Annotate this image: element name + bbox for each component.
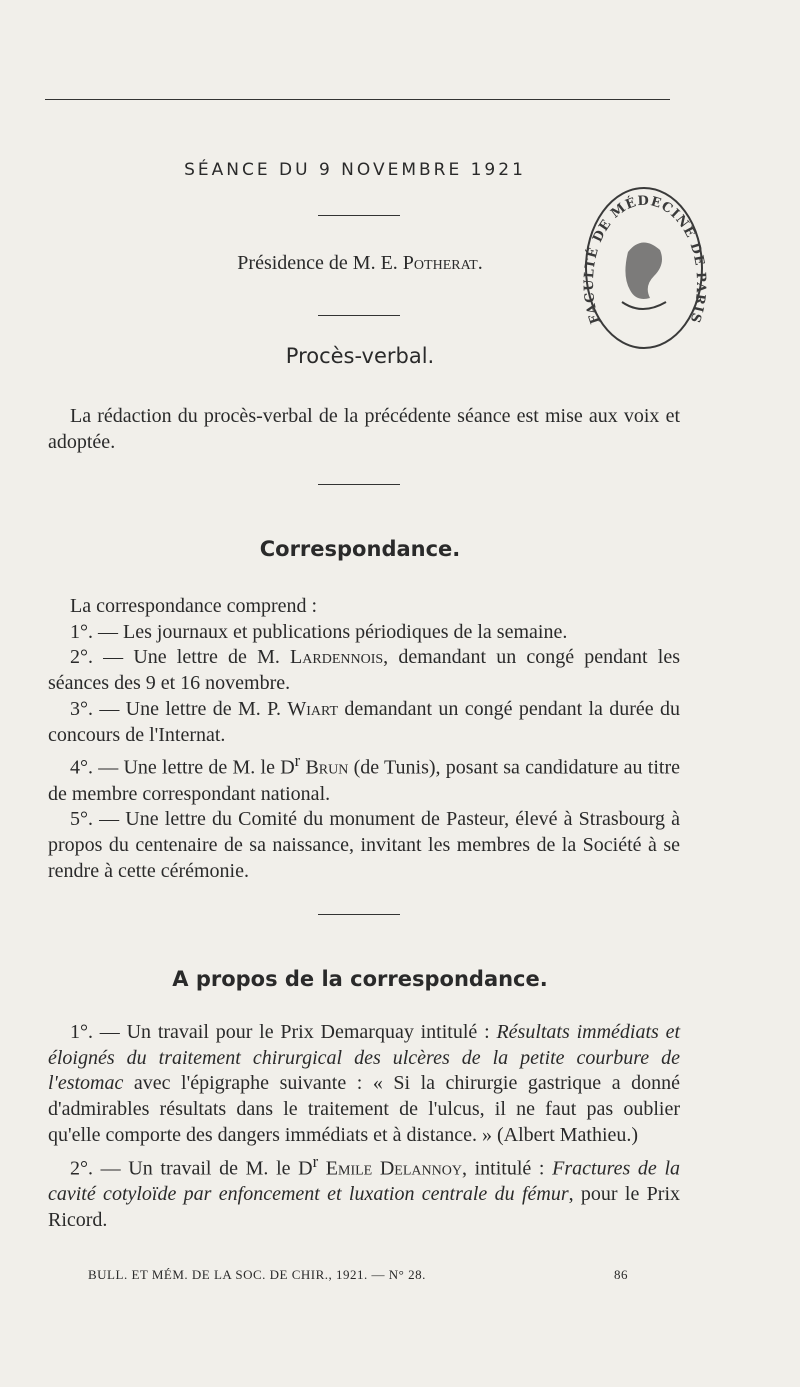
superscript: r — [312, 1151, 319, 1171]
stamp-text: FACULTÉ DE MÉDECINE DE PARIS — [581, 193, 709, 326]
proces-verbal-text — [48, 404, 680, 455]
correspondance-list — [48, 594, 680, 884]
item-text: 2°. — Un travail de M. le D — [70, 1157, 313, 1180]
work-title: Résultats immédiats et éloignés du traitement chirurgical des ulcères de la petite courbure de l'estomac — [48, 1021, 681, 1095]
a-propos-title: A propos de la correspondance. — [172, 967, 548, 991]
presidence-suffix: . — [477, 252, 483, 274]
item-text: (de Tunis), posant sa candidature au titre de membre correspondant national. — [48, 756, 680, 805]
item-text: 2°. — Une lettre de M. — [70, 646, 291, 669]
superscript: r — [294, 751, 301, 771]
correspondance-intro: La correspondance comprend : — [70, 595, 318, 617]
item-text: avec l'épigraphe suivante : « Si la chirurgie gastrique a donné d'admirables résultats dans le traitement de l'ulcus, il ne faut pas oublier qu'elle comporte des dangers immédiats et à distance. » (Albert Mathieu.) — [48, 1072, 680, 1146]
separator-rule — [318, 315, 400, 316]
item-text: , intitulé : — [461, 1157, 553, 1180]
separator-rule — [318, 484, 400, 485]
correspondance-item: 5°. — Une lettre du Comité du monument de Pasteur, élevé à Strasbourg à propos du centenaire de sa naissance, invitant les membres de la Société à se rendre à cette cérémonie. — [48, 808, 680, 882]
person-name: Brun — [300, 756, 349, 779]
president-name: Potherat — [402, 252, 478, 274]
item-text: 1°. — Un travail pour le Prix Demarquay intitulé : — [70, 1021, 497, 1043]
item-text: , pour le Prix Ricord. — [48, 1182, 680, 1231]
library-stamp — [578, 182, 710, 354]
top-rule — [45, 99, 670, 100]
item-text: 3°. — Une lettre de M. P. — [70, 697, 288, 720]
person-name: Emile Delannoy — [318, 1157, 462, 1180]
proces-verbal-paragraph: La rédaction du procès-verbal de la précédente séance est mise aux voix et adoptée. — [48, 405, 680, 453]
person-name: Lardennois — [290, 646, 384, 669]
presidence-prefix: Présidence de M. E. — [237, 252, 403, 274]
page-footer — [88, 1267, 628, 1283]
correspondance-item — [48, 645, 680, 696]
a-propos-item — [48, 1149, 680, 1234]
item-text: demandant un congé pendant la durée du concours de l'Internat. — [48, 697, 681, 746]
proces-verbal-title: Procès-verbal. — [285, 344, 435, 368]
page-number: 86 — [614, 1267, 628, 1282]
correspondance-title: Correspondance. — [259, 537, 461, 561]
a-propos-list — [48, 1020, 680, 1233]
person-name: Wiart — [287, 697, 339, 720]
correspondance-item — [48, 697, 680, 748]
separator-rule — [318, 215, 400, 216]
separator-rule — [318, 914, 400, 915]
correspondance-item: 1°. — Les journaux et publications périodiques de la semaine. — [70, 620, 568, 643]
work-title: Fractures de la cavité cotyloïde par enfoncement et luxation centrale du fémur — [48, 1157, 681, 1205]
item-text: , demandant un congé pendant les séances des 9 et 16 novembre. — [48, 646, 680, 695]
a-propos-item — [48, 1020, 680, 1149]
correspondance-item — [48, 748, 680, 807]
item-text: 4°. — Une lettre de M. le D — [70, 756, 295, 779]
journal-citation: BULL. ET MÉM. DE LA SOC. DE CHIR., 1921. — N° 28. — [88, 1267, 426, 1282]
seance-heading: SÉANCE DU 9 NOVEMBRE 1921 — [184, 160, 526, 180]
